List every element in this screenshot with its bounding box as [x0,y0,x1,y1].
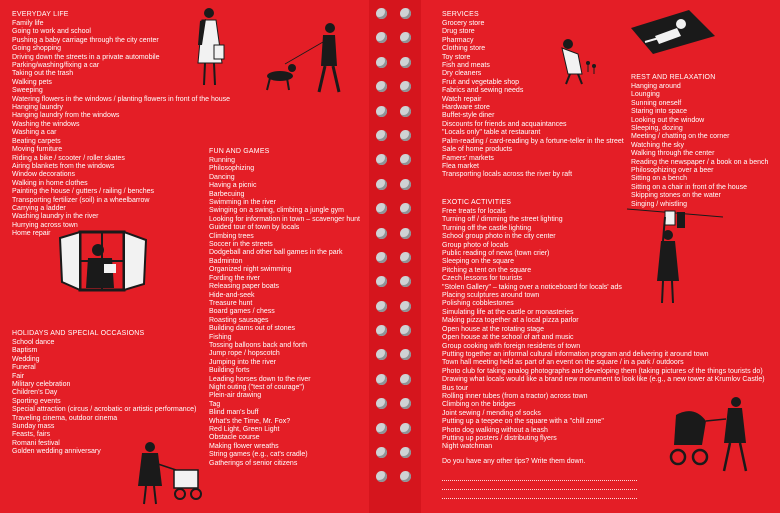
list-item: Sitting on a chair in front of the house [631,183,747,191]
list-item: Swimming in the river [209,199,276,207]
list-item: Hanging laundry [12,104,63,112]
list-item: Turning off the castle lighting [442,224,532,232]
list-item: Palm-reading / card-reading by a fortune-teller in the street [442,137,624,145]
list-item: Famers' markets [442,154,494,162]
list-item: Organized night swimming [209,266,292,274]
list-item: Putting together an informal cultural information program and delivering it around town [442,350,709,358]
list-item: Pharmacy [442,36,474,44]
list-item: School dance [12,339,55,346]
list-item: Fording the river [209,274,260,282]
list-item: Photo dog walking without a leash [442,426,548,434]
list-item: Sale of home products [442,146,513,154]
list-item: Home repair [12,230,51,238]
list-item: Looking for information in town – scavenger hunt [209,215,360,223]
list-item: Fishing [209,333,232,341]
list-item: Watching the sky [631,141,685,149]
list-item: Blind man's buff [209,409,259,417]
list-item: Rolling inner tubes (from a tractor) across town [442,392,588,400]
list-item: Carrying a ladder [12,204,66,212]
list-item: Window decorations [12,171,76,179]
list-item: Washing laundry in the river [12,213,99,221]
list-item: Baptism [12,347,38,355]
list-item: Wedding [12,355,40,363]
woman-planting-flowers-icon [548,34,598,84]
list-item: Turning off / dimming the street lighting [442,216,563,224]
list-item: Traveling cinema, outdoor cinema [12,414,118,422]
list-item: Watering flowers in the windows / planting flowers in front of the house [12,95,231,103]
list-item: Military celebration [12,381,71,389]
list-item: Fish and meats [442,62,490,70]
list-item: Airing blankets from the windows [12,162,115,170]
list-item: Barbecuing [209,190,245,198]
list-item: Czech lessons for tourists [442,275,523,283]
list-item: Board games / chess [209,308,275,316]
list-item: Hide-and-seek [209,291,255,299]
list-item: Group cooking with foreign residents of town [442,342,581,350]
section-title: FUN AND GAMES [209,148,270,155]
list-item: Polishing cobblestones [442,300,514,308]
list-item: Dry cleaners [442,70,482,78]
list-item: Going shopping [12,45,62,53]
activity-list [631,83,768,209]
list-item: Lounging [631,91,660,99]
list-item: Putting up a teepee on the square with a "chill zone" [442,418,604,426]
list-item: Buffet-style diner [442,112,495,120]
list-item: Philosophizing over a beer [631,167,714,175]
list-item: Having a picnic [209,182,257,190]
activity-list [209,157,360,468]
list-item: Climbing on the bridges [442,401,516,409]
list-item: "Stolen Gallery" – taking over a noticeboard for locals' ads [442,283,622,291]
list-item: Washing the windows [12,120,80,128]
list-item: Special attraction (circus / acrobatic or artistic performance) [12,406,197,414]
list-item: Sleeping on the square [442,258,514,266]
list-item: Parking/washing/fixing a car [12,62,100,70]
list-item: Jumping into the river [209,358,276,366]
list-item: Transporting locals across the river by raft [442,171,573,179]
list-item: Driving down the streets in a private automobile [12,53,160,61]
list-item: Tossing balloons back and forth [209,341,308,349]
list-item: Walking through the center [631,150,715,158]
write-in-line[interactable] [442,490,637,499]
list-item: Free treats for locals [442,208,506,215]
list-item: Taking out the trash [12,70,74,78]
list-item: Romani festival [12,439,60,447]
holidays-section [12,330,196,457]
list-item: Singing / whistling [631,200,688,208]
list-item: Town hall meeting held as part of an event on the square / in a park / outdoors [442,359,684,367]
list-item: Badminton [209,257,243,265]
tips-question: Do you have any other tips? Write them down. [442,457,586,465]
list-item: Feasts, fairs [12,431,51,439]
woman-with-cart-icon [132,440,207,508]
list-item: Building forts [209,367,250,375]
rest-and-relaxation-section [631,74,768,209]
list-item: Walking pets [12,78,52,86]
list-item: Flea market [442,162,479,170]
list-item: Making pizza together at a local pizza parlor [442,317,579,325]
man-lounging-on-mat-icon [625,8,717,58]
list-item: Beating carpets [12,137,61,145]
list-item: Group photo of locals [442,241,509,249]
woman-walking-dog-icon [255,20,350,100]
list-item: Pushing a baby carriage through the city center [12,36,159,44]
list-item: Staring into space [631,108,688,116]
list-item: Open house at the rotating stage [442,325,544,333]
write-in-line[interactable] [442,472,637,481]
woman-hanging-laundry-icon [625,203,725,308]
list-item: Dancing [209,173,235,181]
list-item: Painting the house / gutters / railing / benches [12,188,155,196]
list-item: Obstacle course [209,434,260,442]
list-item: Night watchman [442,443,493,451]
list-item: Meeting / chatting on the corner [631,133,730,141]
list-item: Building dams out of stones [209,325,295,333]
binding-rings-right [400,8,412,496]
list-item: Pitching a tent on the square [442,266,532,274]
list-item: Fruit and vegetable shop [442,78,520,86]
list-item: Making flower wreaths [209,442,279,450]
list-item: Treasure hunt [209,299,253,307]
list-item: Sporting events [12,397,61,405]
list-item: Watch repair [442,95,482,103]
list-item: Simulating life at the castle or monasteries [442,308,574,316]
list-item: Golden wedding anniversary [12,448,101,456]
list-item: Moving furniture [12,146,63,154]
list-item: Children's Day [12,389,58,397]
list-item: Discounts for friends and acquaintances [442,120,567,128]
list-item: Drawing what locals would like a brand new monument to look like (e.g., a new tower at Krumlov Castle) [442,376,765,384]
list-item: Soccer in the streets [209,241,273,249]
list-item: Riding a bike / scooter / roller skates [12,154,125,162]
list-item: Roasting sausages [209,316,269,324]
list-item: Fabrics and sewing needs [442,87,524,95]
list-item: Transporting fertilizer (soil) in a wheelbarrow [12,196,150,204]
list-item: Sleeping, dozing [631,125,683,133]
list-item: Hurrying across town [12,221,78,229]
list-item: Open house at the school of art and music [442,334,574,342]
list-item: Night outing ("test of courage") [209,383,305,391]
list-item: Philosophizing [209,165,255,173]
list-item: Funeral [12,364,36,372]
list-item: Toy store [442,53,471,61]
list-item: Hanging laundry from the windows [12,112,120,120]
list-item: Skipping stones on the water [631,192,721,200]
list-item: Bus tour [442,384,469,392]
list-item: What's the Time, Mr. Fox? [209,417,291,425]
list-item: Swinging on a swing, climbing a jungle gym [209,207,345,215]
list-item: Looking out the window [631,116,705,124]
list-item: School group photo in the city center [442,233,556,241]
list-item: "Locals only" table at restaurant [442,129,541,137]
list-item: Fair [12,372,25,380]
list-item: Hardware store [442,104,490,112]
list-item: Running [209,157,236,164]
list-item: Photo club for taking analog photographs and developing them (taking pictures of the things tourists do) [442,367,763,375]
list-item: Walking in home clothes [12,179,88,187]
list-item: Leading horses down to the river [209,375,311,383]
list-item: Public reading of news (town crier) [442,250,550,258]
section-title: HOLIDAYS AND SPECIAL OCCASIONS [12,330,145,337]
list-item: Sitting on a bench [631,175,688,183]
section-title: SERVICES [442,11,479,18]
section-title: EXOTIC ACTIVITIES [442,199,512,206]
list-item: Hanging around [631,83,681,90]
list-item: Climbing trees [209,232,254,240]
binding-rings-left [376,8,388,496]
list-item: Grocery store [442,20,485,27]
list-item: Tag [209,400,221,408]
list-item: Joint sewing / mending of socks [442,409,541,417]
list-item: Sunday mass [12,423,55,431]
woman-carrying-bags-icon [192,5,232,90]
list-item: Jump rope / hopscotch [209,350,280,358]
list-item: Drug store [442,28,475,36]
section-title: EVERYDAY LIFE [12,11,69,18]
list-item: Dodgeball and other ball games in the park [209,249,343,257]
list-item: Clothing store [442,45,486,53]
list-item: Placing sculptures around town [442,292,540,300]
list-item: Gatherings of senior citizens [209,459,298,467]
list-item: Washing a car [12,129,57,137]
section-title: REST AND RELAXATION [631,74,716,81]
list-item: Sweeping [12,87,43,95]
list-item: Going to work and school [12,28,91,36]
list-item: String games (e.g., cat's cradle) [209,451,308,459]
list-item: Reading the newspaper / a book on a bench [631,158,769,166]
list-item: Guided tour of town by locals [209,224,300,232]
list-item: Family life [12,20,44,27]
list-item: Plein-air drawing [209,392,262,400]
list-item: Red Light, Green Light [209,426,280,433]
person-reading-in-window-icon [58,228,150,298]
list-item: Releasing paper boats [209,283,280,291]
woman-pushing-stroller-icon [666,395,758,475]
binding-spine [369,0,421,513]
write-in-line[interactable] [442,481,637,490]
fun-and-games-section [209,148,360,468]
list-item: Putting up posters / distributing flyers [442,434,557,442]
list-item: Sunning oneself [631,99,682,107]
